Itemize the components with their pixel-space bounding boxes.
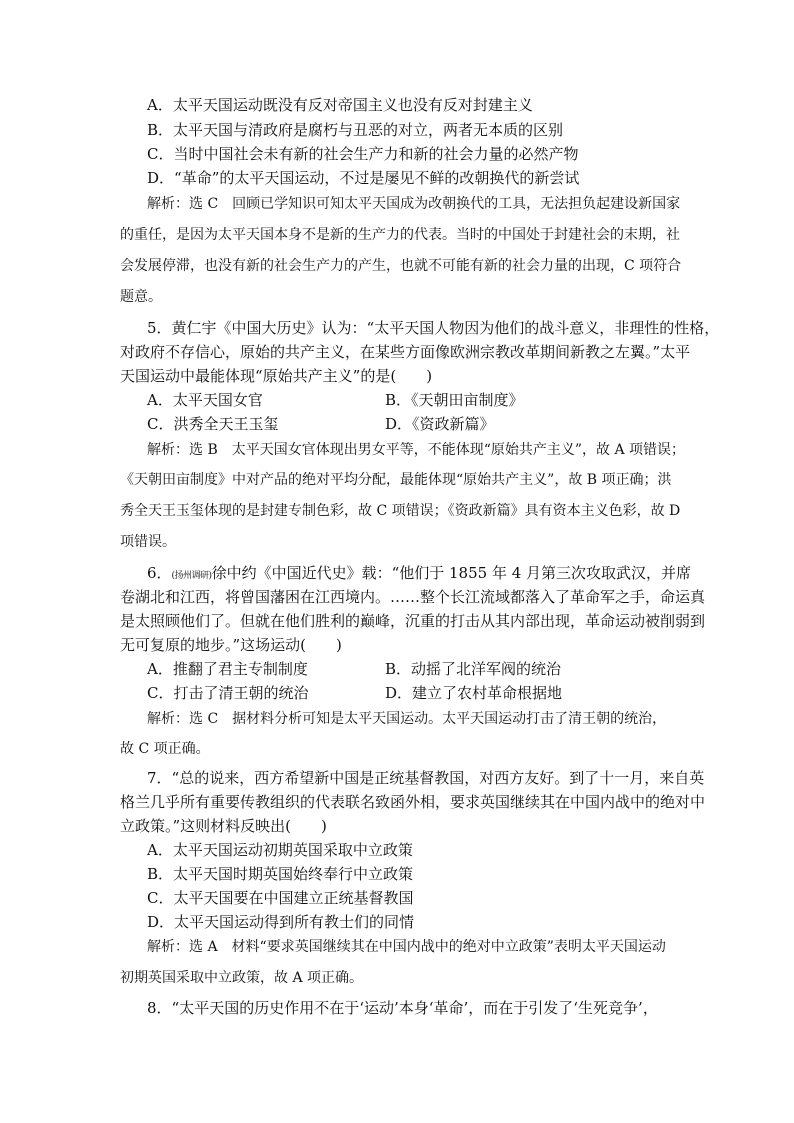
q6-stem-line: 无可复原的地步。”这场运动( ) bbox=[120, 636, 342, 654]
q5-explanation-line: 《天朝田亩制度》中对产品的绝对平均分配，最能体现“原始共产主义”，故 B 项正确；洪 bbox=[120, 472, 672, 488]
q6-option-b: B．动摇了北洋军阀的统治 bbox=[385, 660, 562, 678]
q6-option-a: A．推翻了君主专制制度 bbox=[147, 660, 308, 678]
q5-explanation-line: 解析：选 B 太平天国女官体现出男女平等，不能体现“原始共产主义”，故 A 项错误； bbox=[147, 442, 686, 458]
q5-option-d: D．《资政新篇》 bbox=[385, 415, 495, 433]
q7-stem-line: 立政策。”这则材料反映出( ) bbox=[120, 817, 327, 835]
q4-option-c: C．当时中国社会未有新的社会生产力和新的社会力量的必然产物 bbox=[147, 145, 579, 163]
q5-stem-line: 天国运动中最能体现“原始共产主义”的是( ) bbox=[120, 367, 433, 385]
q4-option-b: B．太平天国与清政府是腐朽与丑恶的对立，两者无本质的区别 bbox=[147, 121, 564, 139]
q7-stem-line: 7．“总的说来，西方希望新中国是正统基督教国，对西方友好。到了十一月，来自英 bbox=[147, 769, 705, 787]
q6-stem-line: 是太照顾他们了。但就在他们胜利的巅峰，沉重的打击从其内部出现，革命运动被削弱到 bbox=[120, 612, 706, 630]
q5-option-a: A．太平天国女官 bbox=[147, 391, 263, 409]
q5-option-b: B．《天朝田亩制度》 bbox=[385, 391, 524, 409]
q7-option-b: B．太平天国时期英国始终奉行中立政策 bbox=[147, 865, 414, 883]
q4-explanation-line: 解析：选 C 回顾已学知识可知太平天国成为改朝换代的工具，无法担负起建设新国家 bbox=[147, 196, 681, 212]
q6-stem-line: 卷湖北和江西，将曾国藩困在江西境内。……整个长江流域都落入了革命军之手，命运真 bbox=[120, 588, 706, 606]
q5-stem-line: 对政府不存信心，原始的共产主义，在某些方面像欧洲宗教改革期间新教之左翼。”太平 bbox=[120, 343, 691, 361]
q7-explanation-line: 解析：选 A 材料“要求英国继续其在中国内战中的绝对中立政策”表明太平天国运动 bbox=[147, 939, 666, 955]
q5-stem-line: 5．黄仁宇《中国大历史》认为：“太平天国人物因为他们的战斗意义，非理性的性格， bbox=[147, 319, 720, 337]
q4-option-a: A．太平天国运动既没有反对帝国主义也没有反对封建主义 bbox=[147, 96, 533, 114]
q6-explanation-line: 解析：选 C 据材料分析可知是太平天国运动。太平天国运动打击了清王朝的统治， bbox=[147, 711, 667, 727]
q7-option-c: C．太平天国要在中国建立正统基督教国 bbox=[147, 889, 414, 907]
q5-option-c: C．洪秀全天王玉玺 bbox=[147, 415, 279, 433]
q8-stem-line: 8．“太平天国的历史作用不在于‘运动’本身‘革命’，而在于引发了‘生死竞争’， bbox=[147, 999, 658, 1017]
q4-explanation-line: 会发展停滞，也没有新的社会生产力的产生，也就不可能有新的社会力量的出现，C 项符合 bbox=[120, 258, 682, 274]
q6-option-d: D．建立了农村革命根据地 bbox=[385, 684, 563, 702]
q6-source-tag: (扬州调研) bbox=[171, 571, 212, 581]
q4-explanation-line: 的重任，是因为太平天国本身不是新的生产力的代表。当时的中国处于封建社会的末期，社 bbox=[120, 227, 680, 243]
q6-option-c: C．打击了清王朝的统治 bbox=[147, 684, 309, 702]
q4-explanation-line: 题意。 bbox=[120, 289, 162, 305]
q7-option-d: D．太平天国运动得到所有教士们的同情 bbox=[147, 913, 415, 931]
q6-number: 6． bbox=[147, 564, 172, 582]
q7-stem-line: 格兰几乎所有重要传教组织的代表联名致函外相，要求英国继续其在中国内战中的绝对中 bbox=[120, 793, 706, 811]
q5-explanation-line: 秀全天王玉玺体现的是封建专制色彩，故 C 项错误；《资政新篇》具有资本主义色彩，故 D bbox=[120, 503, 681, 519]
q7-option-a: A．太平天国运动初期英国采取中立政策 bbox=[147, 841, 413, 859]
q5-explanation-line: 项错误。 bbox=[120, 534, 176, 550]
q6-stem-text: 徐中约《中国近代史》载：“他们于 1855 年 4 月第三次攻取武汉，并席 bbox=[211, 564, 692, 582]
q6-stem-first-line bbox=[147, 561, 691, 588]
q4-option-d: D．“革命”的太平天国运动，不过是屡见不鲜的改朝换代的新尝试 bbox=[147, 169, 580, 187]
q6-explanation-line: 故 C 项正确。 bbox=[120, 741, 210, 757]
q7-explanation-line: 初期英国采取中立政策，故 A 项正确。 bbox=[120, 970, 364, 986]
